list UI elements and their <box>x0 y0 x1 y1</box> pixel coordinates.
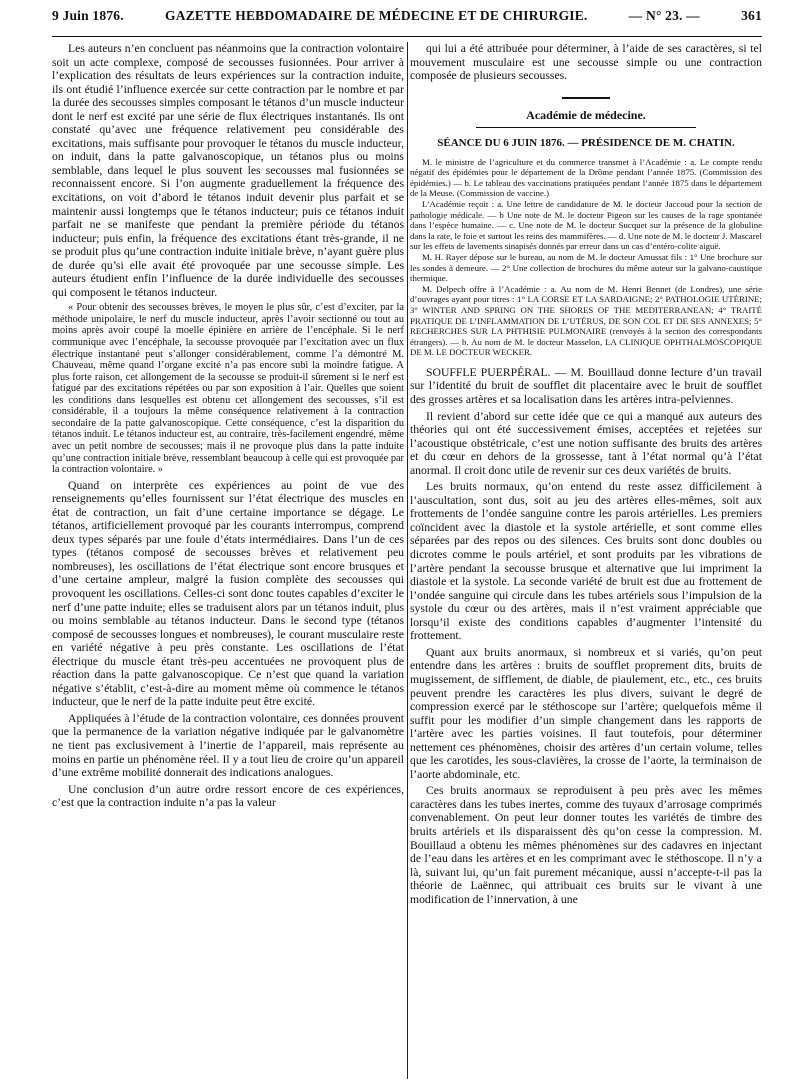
section-divider <box>562 97 610 99</box>
correspondence-item: M. H. Rayer dépose sur le bureau, au nom de M. le docteur Amussat fils : 1° Une brochure sur les sondes à demeure. — 2° Une collection de brochures du même auteur sur la galvano-caustique thermique. <box>410 251 762 284</box>
article-paragraph: Il revient d’abord sur cette idée que ce qui a manqué aux auteurs des théories qui ont été successivement émises, acceptées et rejetées sur l’acoustique obstétricale, c’est une notion suffisante des bruits des artères et du cœur en dehors de la grossesse, tant à l’état normal qu’à l’état anormal. Il croit donc utile de revenir sur ces deux variétés de bruits. <box>410 409 762 477</box>
left-column <box>52 42 404 1079</box>
souffle-label: SOUFFLE PUERPÉRAL. <box>426 365 551 379</box>
correspondence-block <box>410 157 762 358</box>
article-paragraph: Quant aux bruits anormaux, si nombreux et si variés, qu’on peut entendre dans les artères : bruits de soufflet proprement dits, bruits de mugissement, de sifflement, de diable, de piaulement, etc., etc., ces bruits peuvent prendre les caractères les plus divers, suivant le degré de compression exercé par le stéthoscope sur l’artère; quelquefois même il suffit pour les modifier d’un simple changement dans les rapports de l’artère avec les parties voisines. Il faut toutefois, pour déterminer nettement ces phénomènes, choisir des artères d’un certain volume, telles que les carotides, les sous-clavières, la crosse de l’aorte, la terminaison de l’aorte abdominale, etc. <box>410 645 762 781</box>
header-date: 9 Juin 1876. <box>52 8 124 23</box>
article-paragraph: Les bruits normaux, qu’on entend du reste assez difficilement à l’auscultation, sont dus, soit au jeu des artères elles-mêmes, soit aux frottements de l’ondée sanguine contre les parois artérielles. Les premiers coïncident avec la diastole et la systole artérielle, et sont comme elles séparées par des repos ou des silences. Ces bruits sont donc doubles ou dicrotes comme le pouls artériel, et sont produits par les vibrations de l’artère pendant la secousse brusque et alternative que lui impriment la diastole et la systole. La seconde variété de bruit est due au frottement de l’ondée sanguine qui circule dans les tubes artériels sous l’impulsion de la systole du cœur ou des artères, mais il n’est vraiment appréciable que lorsqu’il existe des conditions capables d’augmenter l’intensité du frottement. <box>410 480 762 643</box>
correspondence-item: M. Delpech offre à l’Académie : a. Au nom de M. Henri Bennet (de Londres), une série d’ouvrages ayant pour titres : 1° LA CORSE ET LA SARDAIGNE; 2° PATHOLOGIE UTÉRINE; 3° WINTER AND SPRING ON THE SHORES OF THE MEDITERRANEAN; 4° TRAITÉ PRATIQUE DE L’INFLAMMATION DE L’UTÉRUS, DE SON COL ET DE SES ANNEXES; 5° RECHERCHES SUR LA PHTHISIE PULMONAIRE (renvoyés à la section des correspondants étrangers). — b. Au nom de M. le docteur Masselon, LA CLINIQUE OPHTHALMOSCOPIQUE DE M. LE DOCTEUR WECKER. <box>410 283 762 358</box>
correspondence-item: L’Académie reçoit : a. Une lettre de candidature de M. le docteur Jaccoud pour la section de pathologie médicale. — b Une note de M. le docteur Pigeon sur les causes de la rage spontanée dans l’espèce humaine. — c. Une note de M. le docteur Sucquet sur la présence de la globuline dans la rate, le foie et surtout les reins des mammifères. — d. Une note de M. le docteur J. Mascarel sur les effets de lavements sinapisés donnés par erreur dans un cas d’entéro-colite aiguë. <box>410 199 762 252</box>
header-title: GAZETTE HEBDOMADAIRE DE MÉDECINE ET DE CHIRURGIE. <box>165 8 588 23</box>
article-quote: « Pour obtenir des secousses brèves, le moyen le plus sûr, c’est d’exciter, par la méthode unipolaire, le nerf du muscle inducteur, après l’avoir sectionné ou tout au moins après avoir coupé la moelle épinière en arrière de l’encéphale. Si le nerf communique avec l’encéphale, la secousse provoquée par l’excitation avec un flux électrique instantané peut s’allonger considérablement, comme l’a démontré M. Chauveau, même quand l’organe excité n’a pas encore subi la moindre fatigue. A plus forte raison, cet allongement de la secousse se produit-il sûrement si le nerf est fatigué par des excitations répétées ou par son exposition à l’air. Quelles que soient les conditions dans lesquelles est obtenu cet allongement des secousses, s’il est considérable, il a toujours la même conséquence relativement à la contraction secondaire de la patte galvanoscopique. Cette conséquence, c’est la disparition du tétanos induit. Le tétanos inducteur est, au contraire, très-facilement engendré, même avec un petit nombre de secousses; mais il ne provoque plus dans la patte induite qu’une contraction initiale brève, ressemblant beaucoup à celle qui est provoquée par la contraction volontaire. » <box>52 302 404 476</box>
header-page-number: 361 <box>741 8 762 23</box>
title-underline <box>476 127 696 128</box>
article-paragraph: Ces bruits anormaux se reproduisent à peu près avec les mêmes caractères dans les tubes inertes, comme des tuyaux d’arrosage comprimés convenablement. On peut leur donner toutes les variétés de timbre des bruits artériels et ils disparaissent dès qu’on cesse la compression. M. Bouillaud a obtenu les mêmes phénomènes sur des cadavres en injectant de l’eau dans les artères et en les comprimant avec le stéthoscope. Il n’y a là, suivant lui, qu’un fait purement mécanique, aussi n’accepte-t-il pas la théorie de Laënnec, qui attribuait ces bruits sur le vivant à une modification de l’innervation, à une <box>410 784 762 906</box>
section-title: Académie de médecine. <box>526 107 646 122</box>
right-column <box>410 42 762 1079</box>
article-continuation: qui lui a été attribuée pour déterminer, à l’aide de ses caractères, si tel mouvement musculaire est une secousse simple ou une contraction composée de plusieurs secousses. <box>410 42 762 83</box>
header-rule <box>52 36 762 37</box>
article-paragraph: Appliquées à l’étude de la contraction volontaire, ces données prouvent que la permanence de la variation négative indiquée par le galvanomètre ne tient pas exclusivement à l’inertie de l’appareil, mais représente au moins en partie un phénomène réel. Il y a tout lieu de croire qu’un appareil d’une extrême mobilité donnerait des indications analogues. <box>52 711 404 780</box>
article-paragraph: Les auteurs n’en concluent pas néanmoins que la contraction volontaire soit un acte complexe, composé de secousses fusionnées. Pour arriver à l’explication des résultats de leurs expériences sur la contraction induite, ils ont étudié l’influence exercée sur cette contraction par le nombre et par la durée des secousses simples composant le tétanos d’un muscle inducteur dont le nerf est excité par une série de flux électriques instantanés. Ils ont constaté qu’avec une fréquence relativement peu considérable des excitations, mais suffisante pour provoquer le tétanos du muscle inducteur, on induit, dans la patte galvanoscopique, un tétanos plus ou moins semblable, dans lequel le plus souvent les secousses mal fusionnées se reconnaissent encore. Si l’on augmente graduellement la fréquence des excitations, on voit d’abord le tétanos induit devenir plus parfait et se maintenir aussi longtemps que le tétanos inducteur; puis ce tétanos induit parfait ne se manifeste que pendant la première période du tétanos inducteur; puis enfin, la fréquence des excitations étant très-grande, il ne se produit plus qu’une contraction induite initiale brève, n’ayant guère plus de durée qu’si elle avait été provoquée par une secousse simple. Les auteurs étudient enfin l’influence de la durée individuelle des secousses qui composent le tétanos inducteur. <box>52 42 404 299</box>
header-issue: — N° 23. — <box>628 8 700 23</box>
correspondence-item: M. le ministre de l’agriculture et du commerce transmet à l’Académie : a. Le compte rendu négatif des épidémies pour le département de la Drôme pendant l’année 1875. (Commission des épidémies.) — b. Le tableau des vaccinations pratiquées pendant l’année 1875 dans le département de la Meuse. (Commission de vaccine.) <box>410 156 762 199</box>
article-paragraph: Une conclusion d’un autre ordre ressort encore de ces expériences, c’est que la contraction induite n’a pas la valeur <box>52 782 404 810</box>
column-divider <box>407 42 408 1079</box>
session-line: SÉANCE DU 6 JUIN 1876. — PRÉSIDENCE DE M. CHATIN. <box>437 136 735 149</box>
article-paragraph: Quand on interprète ces expériences au point de vue des renseignements qu’elles fournissent sur l’état électrique des muscles en état de contraction, un fait d’une certaine importance se dégage. Le tétanos, artificiellement provoqué par les courants interrompus, comprend deux types séparés par une foule d’états intermédiaires. Dans l’un de ces types (tétanos composé de secousses brèves et relativement peu nombreuses), les oscillations de l’état électrique sont encore brusques et d’une certaine ampleur, malgré la fusion complète des secousses qui provoquent les oscillations. Celles-ci sont donc toutes capables d’exciter le nerf d’une patte induite; elles se traduisent alors par un tétanos induit, plus ou moins semblable au tétanos inducteur. Dans le second type (tétanos composé de secousses longues et nombreuses), le courant musculaire reste en variété négative à peu près constante. Les oscillations de l’état électrique du muscle étant très-peu accentuées ne provoquent plus de réaction dans la patte galvanoscopique. Ce n’est que quand la variation négative s’établit, c’est-à-dire au moment même où commence le tétanos inducteur, que le nerf de la patte induite peut être excité. <box>52 478 404 709</box>
text-columns <box>52 42 762 1079</box>
souffle-intro-paragraph <box>410 366 762 407</box>
page-header <box>52 8 762 30</box>
souffle-intro: — M. Bouillaud donne lecture d’un travail sur l’identité du bruit de soufflet dit placentaire avec le bruit de soufflet des grosses artères et sa localisation dans les artères intra-pelviennes. <box>410 365 762 407</box>
